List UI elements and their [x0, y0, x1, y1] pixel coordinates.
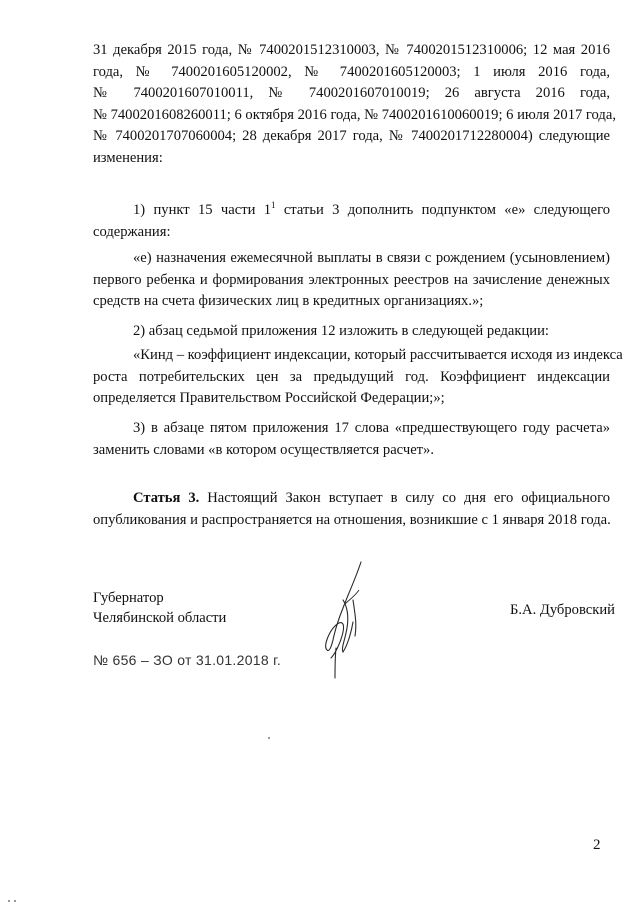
article-3	[93, 488, 610, 531]
quote-line: роста потребительских цен за предыдущий год. Коэффициент индексации	[93, 368, 610, 385]
intro-line: № 7400201607010011, № 7400201607010019; 26 августа 2016 года,	[93, 85, 610, 101]
scan-speck	[8, 900, 10, 902]
article3-line1: Статья 3. Настоящий Закон вступает в силу со дня его официального	[133, 490, 610, 506]
signer-title-line: Челябинской области	[93, 610, 227, 626]
page-number: 2	[593, 837, 601, 853]
intro-line: 31 декабря 2015 года, № 7400201512310003, № 7400201512310006; 12 мая 2016	[93, 42, 610, 58]
quote-subitem-e	[93, 248, 610, 313]
item3-line2: заменить словами «в котором осуществляется расчет».	[93, 441, 434, 458]
amendment-item-2	[93, 321, 610, 343]
item1-line2: содержания:	[93, 223, 171, 240]
intro-line: № 7400201707060004; 28 декабря 2017 года, № 7400201712280004) следующие	[93, 128, 610, 144]
scan-speck	[268, 737, 270, 739]
article3-line2: опубликования и распространяется на отношения, возникшие с 1 января 2018 года.	[93, 511, 611, 528]
law-number: № 656 – ЗО от 31.01.2018 г.	[93, 652, 282, 668]
item3-line1: 3) в абзаце пятом приложения 17 слова «предшествующего году расчета»	[133, 420, 610, 436]
quote-line: «е) назначения ежемесячной выплаты в связи с рождением (усыновлением)	[133, 250, 610, 266]
intro-line: № 7400201608260011; 6 октября 2016 года, № 7400201610060019; 6 июля 2017 года,	[93, 106, 616, 123]
amendment-item-1	[93, 200, 610, 243]
quote-line: «Кинд – коэффициент индексации, который рассчитывается исходя из индекса	[133, 347, 623, 363]
scan-speck	[14, 900, 16, 902]
signer-title	[93, 588, 226, 628]
signer-title-line: Губернатор	[93, 590, 164, 606]
handwritten-signature	[305, 560, 395, 690]
superscript: 1	[271, 200, 276, 211]
signer-name: Б.А. Дубровский	[510, 602, 615, 618]
item2-line: 2) абзац седьмой приложения 12 изложить в следующей редакции:	[133, 323, 549, 339]
intro-paragraph	[93, 40, 616, 169]
quote-kind	[93, 345, 623, 410]
article-title: Статья 3.	[133, 490, 200, 506]
quote-line: первого ребенка и формирования электронных реестров на зачисление денежных	[93, 271, 610, 288]
quote-line: средств на счета физических лиц в кредитных организациях.»;	[93, 293, 484, 309]
intro-line: года, № 7400201605120002, № 7400201605120003; 1 июля 2016 года,	[93, 63, 610, 80]
item1-line1: 1) пункт 15 части $1^1$ статьи 3 дополнить подпунктом «е» следующего	[133, 200, 610, 218]
intro-line: изменения:	[93, 149, 163, 166]
amendment-item-3	[93, 418, 610, 461]
quote-line: определяется Правительством Российской Федерации;»;	[93, 390, 445, 406]
